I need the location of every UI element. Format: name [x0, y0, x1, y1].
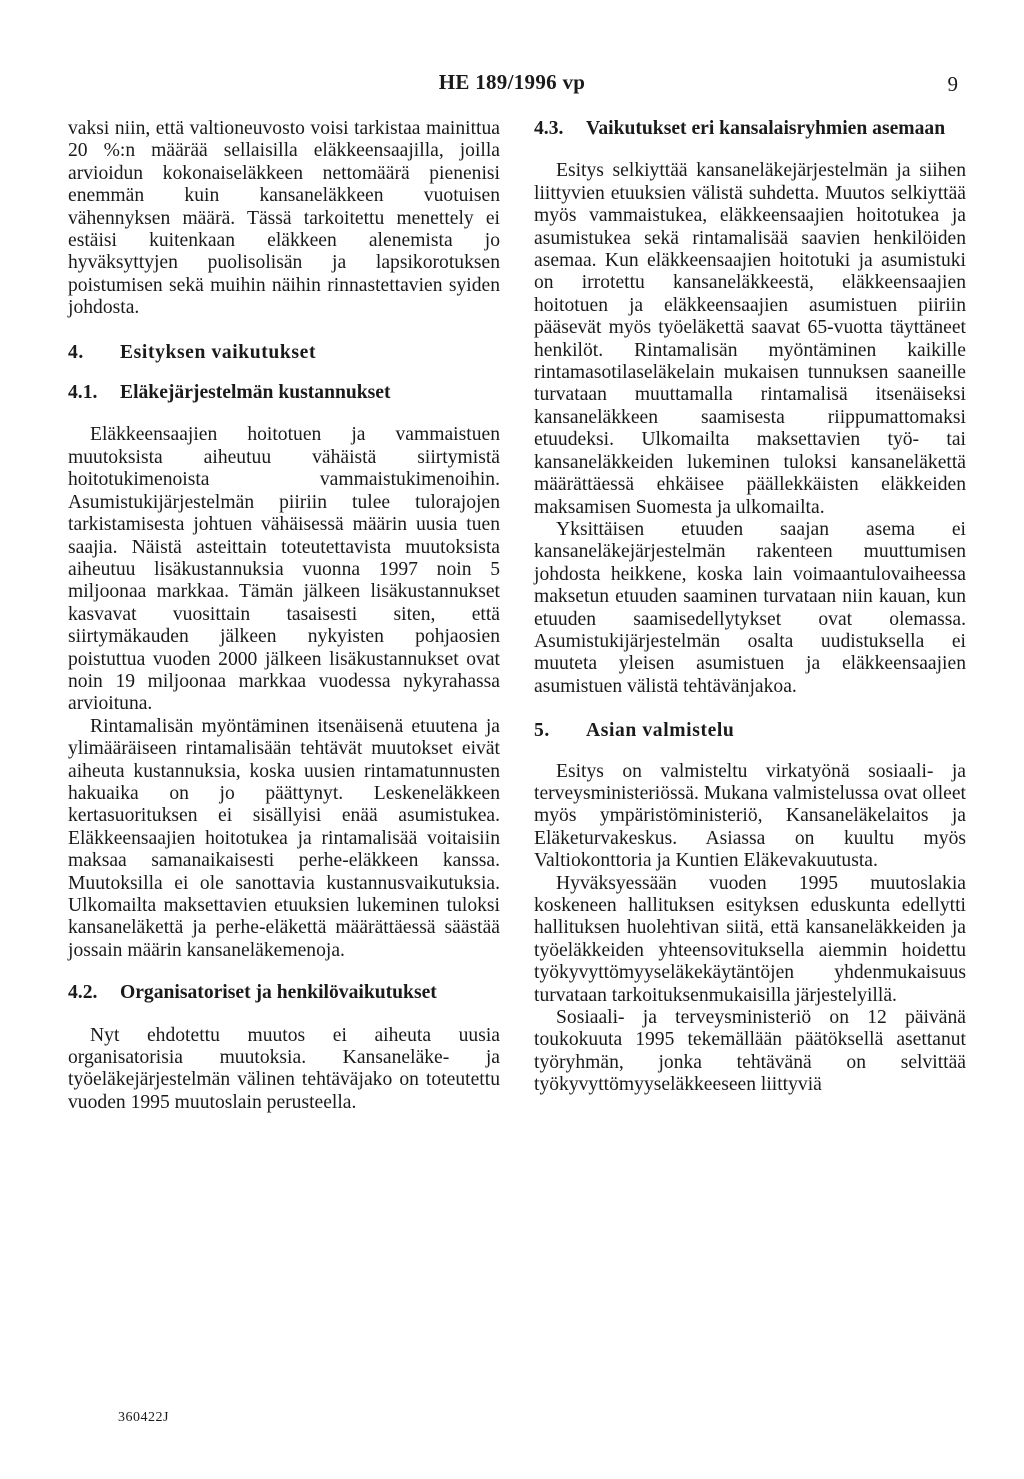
section-title: Asian valmistelu [586, 720, 735, 742]
footer-print-code: 360422J [118, 1410, 169, 1425]
left-column [68, 118, 500, 1114]
section-title: Eläkejärjestelmän kustannukset [120, 382, 391, 404]
section-number: 5. [534, 720, 550, 742]
section-title: Vaikutukset eri kansalaisryhmien asemaan [586, 118, 946, 139]
paragraph: Nyt ehdotettu muutos ei aiheuta uusia organisatorisia muutoksia. Kansaneläke- ja työeläkejärjestelmän välinen tehtäväjako on toteutettu vuoden 1995 muutoslain perusteella. [68, 1024, 500, 1113]
section-number: 4.2. [68, 982, 98, 1004]
section-5-heading [534, 720, 966, 742]
document-header-title: HE 189/1996 vp [438, 70, 586, 94]
paragraph: Eläkkeensaajien hoitotuen ja vammaistuen muutoksista aiheutuu vähäistä siirtymistä hoitotukimenoista vammaistukimenoihin. Asumistukijärjestelmän piiriin tulee tulorajojen tarkistamisesta johtuen vähäisessä määrin uusia tuen saajia. Näistä asteittain toteutettavista muutoksista aiheutuu lisäkustannuksia vuonna 1997 noin 5 miljoonaa markkaa. Tämän jälkeen lisäkustannukset kasvavat vuosittain tasaisesti siten, että siirtymäkauden jälkeen nykyisten pohjaosien poistuttua vuoden 2000 jälkeen lisäkustannukset ovat noin 19 miljoonaa markkaa vuodessa nykyrahassa arvioituna. [68, 424, 500, 715]
section-number: 4.3. [534, 118, 564, 139]
paragraph: Hyväksyessään vuoden 1995 muutoslakia koskeneen hallituksen esityksen eduskunta edellytti hallituksen huolehtivan siitä, että kansaneläkkeiden ja työeläkkeiden yhteensovituksella aiemmin hoidettu työkyvyttömyyseläkekäytäntöjen yhdenmukaisuus turvataan tarkoituksenmukaisilla järjestelyillä. [534, 872, 966, 1006]
right-column [534, 118, 966, 1097]
section-4-heading [68, 342, 500, 364]
section-number: 4. [68, 341, 84, 363]
section-title: Organisatoriset ja henkilövaikutukset [120, 982, 437, 1004]
paragraph: Sosiaali- ja terveysministeriö on 12 päivänä toukokuuta 1995 tekemällään päätöksellä asettanut työryhmän, jonka tehtävänä on selvittää työkyvyttömyyseläkkeeseen liittyviä [534, 1007, 966, 1096]
page-number: 9 [947, 72, 958, 96]
paragraph: Esitys on valmisteltu virkatyönä sosiaali- ja terveysministeriössä. Mukana valmistelussa ovat olleet myös ympäristöministeriö, Kansaneläkelaitos ja Eläketurvakeskus. Asiassa on kuultu myös Valtiokonttoria ja Kuntien Eläkevakuutusta. [534, 760, 966, 872]
section-number: 4.1. [68, 382, 98, 404]
section-4-1-heading [68, 382, 500, 404]
paragraph: Esitys selkiyttää kansaneläkejärjestelmän ja siihen liittyvien etuuksien välistä suhdetta. Muutos selkiyttää myös vammaistukea, eläkkeensaajien hoitotukea ja asumistukea sekä rintamalisää saavien henkilöiden asemaa. Kun eläkkeensaajien hoitotuki ja asumistuki on irrotettu kansaneläkkeestä, eläkkeensaajien hoitotuen ja eläkkeensaajien asumistuen piiriin pääsevät myös työeläkettä saavat 65-vuotta täyttäneet henkilöt. Rintamalisän myöntäminen kaikille rintamasotilaseläkelain mukaisen tunnuksen saaneille turvataan muuttamalla rintamalisä itsenäiseksi kansaneläkkeen saamisesta riippumattomaksi etuudeksi. Ulkomailta maksettavien työ- tai kansaneläkkeiden lukeminen tuloksi kansaneläkettä määrättäessä ehkäisee päällekkäisten eläkkeiden maksamisen Suomesta ja ulkomailta. [534, 160, 966, 518]
paragraph: Yksittäisen etuuden saajan asema ei kansaneläkejärjestelmän rakenteen muuttumisen johdosta heikkene, koska lain voimaantulovaiheessa maksetun etuuden saaminen turvataan niin kauan, kun etuuden saamisedellytykset ovat olemassa. Asumistukijärjestelmän osalta uudistuksella ei muuteta yleisen asumistuen ja eläkkeensaajien asumistuen välistä tehtävänjakoa. [534, 518, 966, 697]
intro-paragraph: vaksi niin, että valtioneuvosto voisi tarkistaa mainittua 20 %:n määrää sellaisilla eläkkeensaajilla, joilla arvioidun kokonaiseläkkeen nettomäärä pienenisi enemmän kuin kansaneläkkeen vuotuisen vähennyksen määrä. Tässä tarkoitettu menettely ei estäisi kuitenkaan eläkkeen alenemista jo hyväksyttyjen puolisolisän ja lapsikorotuksen poistumisen sekä muihin näihin rinnastettavien syiden johdosta. [68, 118, 500, 319]
section-title: Esityksen vaikutukset [120, 341, 317, 363]
section-4-2-heading [68, 982, 500, 1004]
paragraph: Rintamalisän myöntäminen itsenäisenä etuutena ja ylimääräiseen rintamalisään tehtävät muutokset eivät aiheuta kustannuksia, koska uusien rintamatunnusten hakuaika on jo päättynyt. Leskeneläkkeen kertasuorituksen ei sisällyisi enää asumistukea. Eläkkeensaajien hoitotukea ja rintamalisää voitaisiin maksaa samanaikaisesti perhe-eläkkeen kanssa. Muutoksilla ei ole sanottavia kustannusvaikutuksia. Ulkomailta maksettavien etuuksien lukeminen tuloksi kansaneläkettä ja perhe-eläkettä määrättäessä säästää jossain määrin kansaneläkemenoja. [68, 715, 500, 961]
section-4-3-heading [534, 118, 966, 140]
